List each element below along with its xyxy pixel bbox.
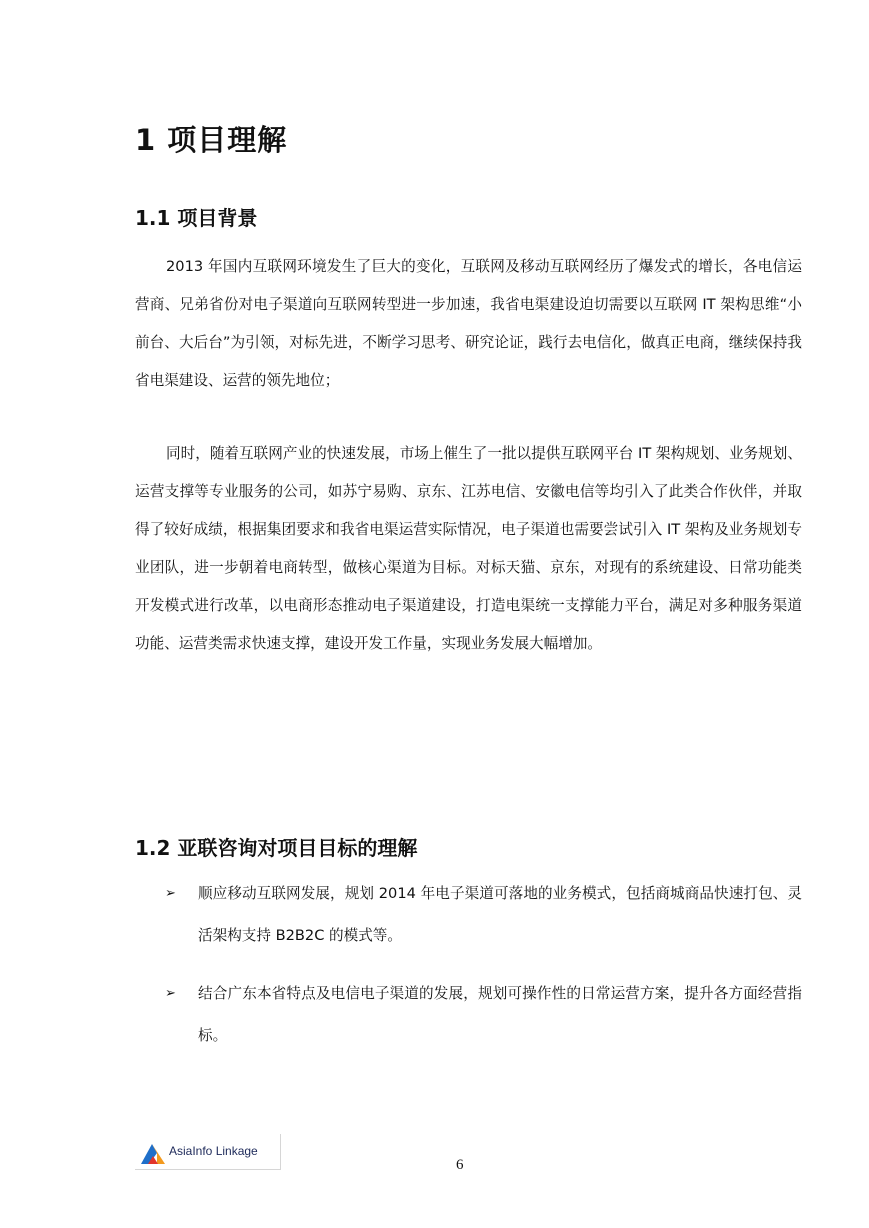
logo-mark-icon [139, 1142, 167, 1166]
logo-text: AsiaInfo Linkage [169, 1144, 258, 1158]
section-title-goals: 1.2 亚联咨询对项目目标的理解 [135, 836, 418, 860]
arrow-bullet-icon: ➢ [165, 886, 176, 901]
arrow-bullet-icon: ➢ [165, 986, 176, 1001]
bullet-text-2: 结合广东本省特点及电信电子渠道的发展，规划可操作性的日常运营方案，提升各方面经营指标。 [198, 985, 802, 1044]
bullet-text-1: 顺应移动互联网发展，规划 2014 年电子渠道可落地的业务模式，包括商城商品快速打包、灵活架构支持 B2B2C 的模式等。 [198, 885, 802, 944]
paragraph-2: 同时，随着互联网产业的快速发展，市场上催生了一批以提供互联网平台 IT 架构规划、业务规划、运营支撑等专业服务的公司，如苏宁易购、京东、江苏电信、安徽电信等均引入了此类合作伙伴，并取得了较好成绩，根据集团要求和我省电渠运营实际情况，电子渠道也需要尝试引入 IT 架构及业务规划专业团队，进一步朝着电商转型，做核心渠道为目标。对标天猫、京东，对现有的系统建设、日常功能类开发模式进行改革，以电商形态推动电子渠道建设，打造电渠统一支撑能力平台，满足对多种服务渠道功能、运营类需求快速支撑，建设开发工作量，实现业务发展大幅增加。 [135, 445, 802, 652]
company-logo [135, 1134, 281, 1170]
chapter-title: 1 项目理解 [135, 123, 288, 157]
page-number: 6 [456, 1157, 464, 1173]
bullet-item-1 [135, 873, 802, 957]
paragraph-1: 2013 年国内互联网环境发生了巨大的变化，互联网及移动互联网经历了爆发式的增长，各电信运营商、兄弟省份对电子渠道向互联网转型进一步加速，我省电渠建设迫切需要以互联网 IT 架构思维“小前台、大后台”为引领，对标先进，不断学习思考、研究论证，践行去电信化，做真正电商，继续保持我省电渠建设、运营的领先地位； [135, 258, 802, 389]
section-title-background: 1.1 项目背景 [135, 206, 258, 230]
bullet-item-2 [135, 973, 802, 1057]
